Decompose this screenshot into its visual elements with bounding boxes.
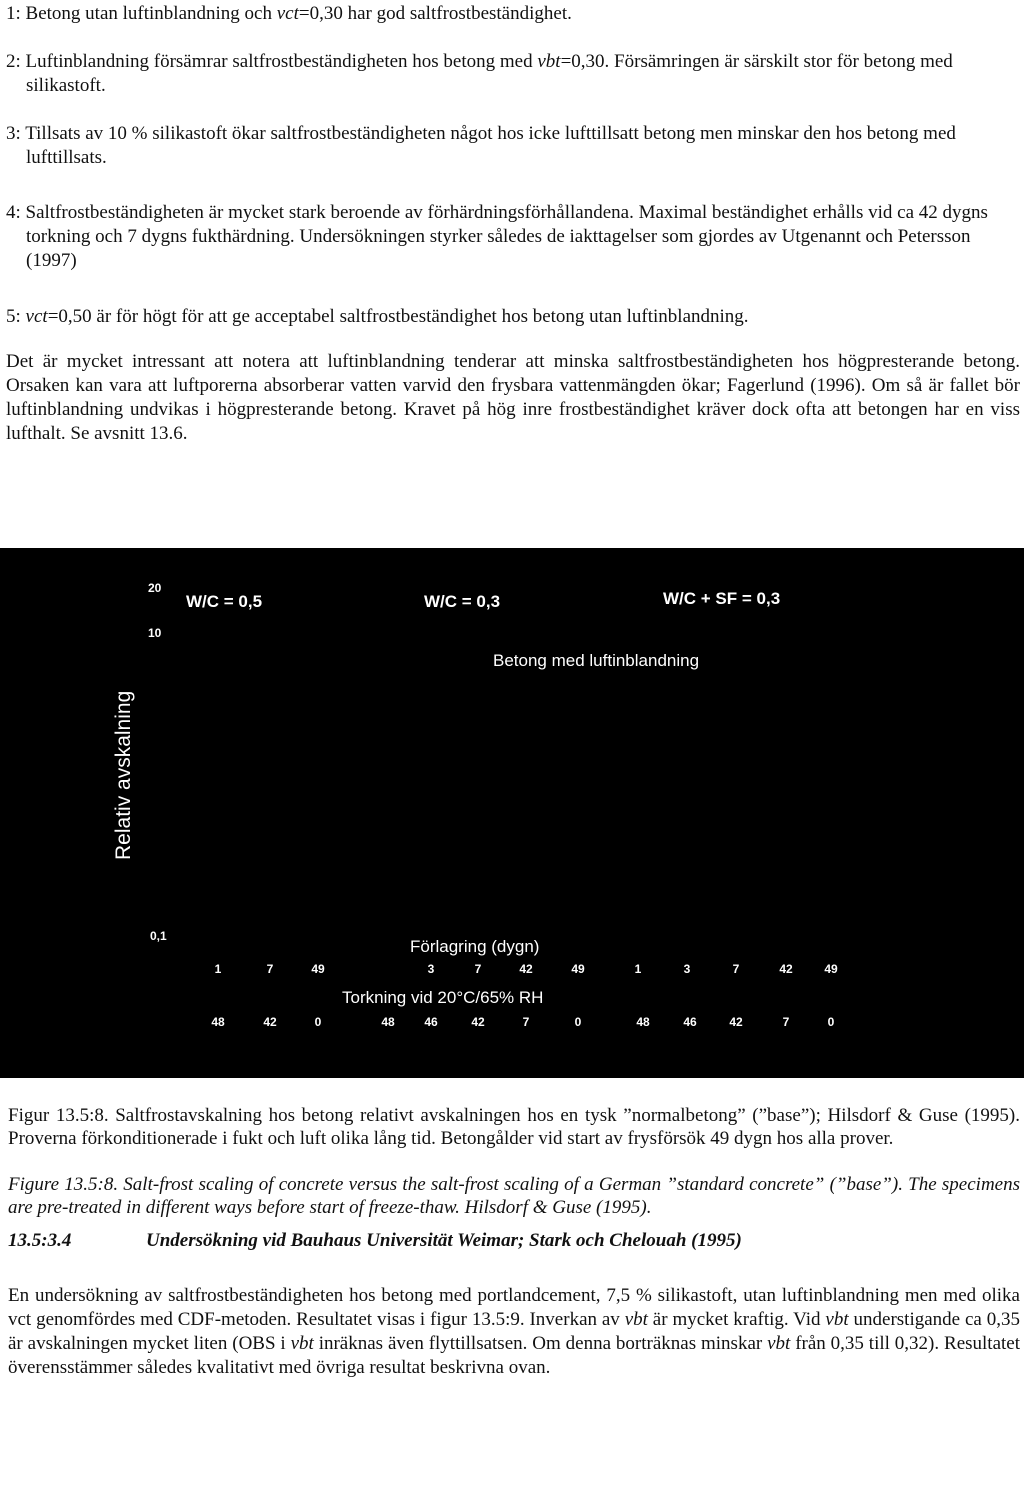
forlagring-tick: 1 — [634, 962, 642, 976]
forlagring-tick: 49 — [571, 962, 585, 976]
variable: vbt — [290, 1333, 314, 1354]
item-text: =0,30 har god saltfrostbeständighet. — [298, 3, 572, 24]
torkning-tick: 48 — [381, 1015, 395, 1029]
forlagring-tick: 7 — [732, 962, 740, 976]
legend-text: Betong med luftinblandning — [493, 651, 700, 670]
conclusion-3 — [6, 122, 1020, 170]
y-tick-0-1: 0,1 — [150, 929, 167, 943]
variable: vbt — [825, 1309, 849, 1330]
forlagring-tick: 7 — [474, 962, 482, 976]
body-paragraph — [8, 1284, 1020, 1380]
body-text: inräknas även flyttillsatsen. Om denna borträknas minskar — [313, 1333, 768, 1354]
body-text: En undersökning av saltfrostbeständigheten hos betong med portlandcement, 7,5 % silikastoft, utan luftinblandning men med olika vct genomfördes med CDF-metoden. Resultatet visas i figur 13.5:9. Inverkan av — [8, 1285, 1020, 1330]
figure-svg — [0, 548, 1024, 1078]
conclusion-5 — [6, 305, 1020, 329]
body-text: är mycket kraftig. Vid — [647, 1309, 826, 1330]
item-text: =0,50 är för högt för att ge acceptabel saltfrostbeständighet hos betong utan luftinblandning. — [47, 306, 749, 327]
section-heading — [8, 1230, 742, 1252]
panel-title-wc-sf-03: W/C + SF = 0,3 — [663, 589, 781, 608]
forlagring-tick: 49 — [311, 962, 325, 976]
torkning-tick: 7 — [522, 1015, 530, 1029]
torkning-tick: 7 — [782, 1015, 790, 1029]
conclusion-1 — [6, 2, 1020, 26]
forlagring-tick: 42 — [779, 962, 793, 976]
torkning-tick: 0 — [574, 1015, 582, 1029]
item-text: Luftinblandning försämrar saltfrostbeständigheten hos betong med — [25, 51, 538, 72]
caption-swedish: Figur 13.5:8. Saltfrostavskalning hos betong relativt avskalningen hos en tysk ”normalbetong” (”base”); Hilsdorf & Guse (1995). Proverna förkonditionerade i fukt och luft olika lång tid. Betongålder vid start av frysförsök 49 dygn hos alla prover. — [8, 1105, 1020, 1149]
discussion-paragraph: Det är mycket intressant att notera att luftinblandning tenderar att minska saltfrostbeständigheten hos högpresterande betong. Orsaken kan vara att luftporerna absorberar vatten varvid den frysbara vattenmängden ökar; Fagerlund (1996). Om så är fallet bör luftinblandning undvikas i högpresterande betong. Kravet på hög inre frostbeständighet kräver dock ofta att betongen har en viss lufthalt. Se avsnitt 13.6. — [6, 351, 1020, 444]
item-text: Tillsats av 10 % silikastoft ökar saltfrostbeständigheten något hos icke lufttillsatt betong men minskar den hos betong med lufttillsats. — [25, 123, 956, 168]
section-number: 13.5:3.4 — [8, 1230, 72, 1251]
item-text: Betong utan luftinblandning och — [25, 3, 277, 24]
torkning-tick: 48 — [636, 1015, 650, 1029]
item-text: =0,30. Försämringen är särskilt stor för betong med silikastoft. — [26, 51, 953, 96]
variable: vct — [25, 306, 48, 327]
forlagring-tick: 3 — [427, 962, 435, 976]
torkning-tick: 42 — [729, 1015, 743, 1029]
forlagring-tick: 49 — [824, 962, 838, 976]
torkning-tick: 46 — [424, 1015, 438, 1029]
variable: vbt — [767, 1333, 791, 1354]
torkning-tick: 42 — [471, 1015, 485, 1029]
variable: vct — [276, 3, 299, 24]
figure-13-5-8 — [0, 548, 1024, 1078]
item-number: 2: — [6, 51, 21, 72]
item-text: Saltfrostbeständigheten är mycket stark beroende av förhärdningsförhållandena. Maximal beständighet erhålls vid ca 42 dygns torkning och 7 dygns fukthärdning. Undersökningen styrker således de iakttagelser som gjordes av Utgenannt och Petersson (1997) — [25, 202, 988, 271]
body-text: understigande ca 0,35 är avskalningen mycket liten (OBS i — [8, 1309, 1020, 1354]
variable: vbt — [624, 1309, 648, 1330]
conclusion-4 — [6, 201, 1020, 273]
forlagring-tick: 42 — [519, 962, 533, 976]
panel-title-wc-03: W/C = 0,3 — [424, 592, 501, 611]
x-label-forlagring: Förlagring (dygn) — [410, 937, 540, 956]
y-tick-20: 20 — [148, 581, 162, 595]
torkning-tick: 0 — [314, 1015, 322, 1029]
torkning-tick: 42 — [263, 1015, 277, 1029]
forlagring-tick: 1 — [214, 962, 222, 976]
section-title: Undersökning vid Bauhaus Universität Weimar; Stark och Chelouah (1995) — [146, 1230, 742, 1251]
forlagring-tick: 7 — [266, 962, 274, 976]
x-label-torkning: Torkning vid 20°C/65% RH — [342, 988, 544, 1007]
torkning-tick: 48 — [211, 1015, 225, 1029]
item-number: 5: — [6, 306, 21, 327]
conclusion-2 — [6, 50, 1020, 98]
y-tick-10: 10 — [148, 626, 162, 640]
panel-title-wc-05: W/C = 0,5 — [186, 592, 263, 611]
body-text: från 0,35 till 0,32). Resultatet överensstämmer således kvalitativt med övriga resultat beskrivna ovan. — [8, 1333, 1021, 1378]
caption-english: Figure 13.5:8. Salt-frost scaling of concrete versus the salt-frost scaling of a German ”standard concrete” (”base”). The specimens are pre-treated in different ways before start of freeze-thaw. Hilsdorf & Guse (1995). — [8, 1174, 1020, 1218]
variable: vbt — [537, 51, 561, 72]
item-number: 1: — [6, 3, 21, 24]
item-number: 4: — [6, 202, 21, 223]
forlagring-tick: 3 — [683, 962, 691, 976]
y-axis-label: Relativ avskalning — [112, 690, 135, 860]
item-number: 3: — [6, 123, 21, 144]
torkning-tick: 0 — [827, 1015, 835, 1029]
torkning-tick: 46 — [683, 1015, 697, 1029]
